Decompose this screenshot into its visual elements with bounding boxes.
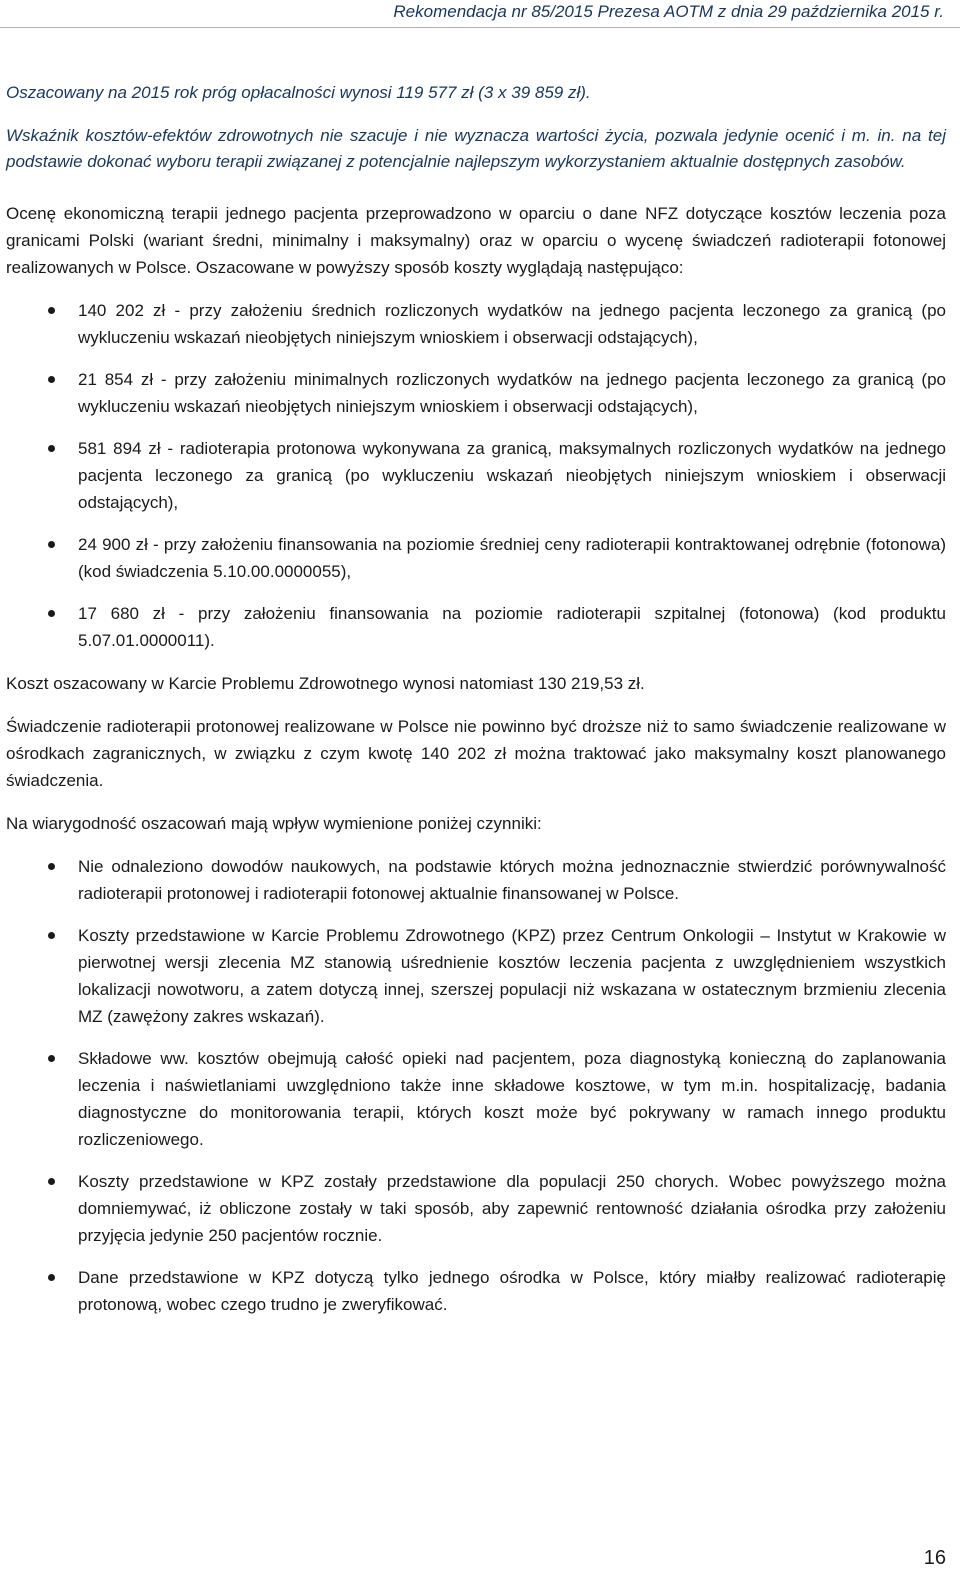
cost-item-text: 17 680 zł - przy założeniu finansowania na poziomie radioterapii szpitalnej (fotonowa) (kod produktu 5.07.01.0000011).: [78, 603, 946, 650]
factor-item-text: Koszty przedstawione w Karcie Problemu Zdrowotnego (KPZ) przez Centrum Onkologii – Instytut w Krakowie w pierwotnej wersji zlecenia MZ stanowią uśrednienie kosztów leczenia pacjenta z uwzględnieniem wszystkich lokalizacji nowotworu, a zatem dotyczą innej, szerszej populacji niż wskazana w ostatecznym brzmieniu zlecenia MZ (zawężony zakres wskazań).: [78, 925, 946, 1026]
bullet-icon: [48, 1274, 55, 1281]
threshold-text: Oszacowany na 2015 rok próg opłacalności wynosi 119 577 zł (3 x 39 859 zł).: [6, 83, 591, 102]
list-item: [6, 366, 946, 420]
bullet-icon: [48, 307, 55, 314]
factor-item-text: Dane przedstawione w KPZ dotyczą tylko jednego ośrodka w Polsce, który miałby realizować radioterapię protonową, wobec czego trudno je zweryfikować.: [78, 1267, 946, 1314]
list-item: [6, 1045, 946, 1153]
list-item: [6, 531, 946, 585]
header-rule: [0, 27, 960, 28]
bullet-icon: [48, 932, 55, 939]
factor-item-text: Koszty przedstawione w KPZ zostały przedstawione dla populacji 250 chorych. Wobec powyższego można domniemywać, iż obliczone zostały w taki sposób, aby zapewnić rentowność działania ośrodka przy założeniu przyjęcia jedynie 250 pacjentów rocznie.: [78, 1171, 946, 1245]
bullet-icon: [48, 1055, 55, 1062]
cost-item-text: 21 854 zł - przy założeniu minimalnych rozliczonych wydatków na jednego pacjenta leczonego za granicą (po wykluczeniu wskazań nieobjętych niniejszym wnioskiem i obserwacji odstających),: [78, 369, 946, 416]
factor-item-text: Składowe ww. kosztów obejmują całość opieki nad pacjentem, poza diagnostyką konieczną do zaplanowania leczenia i naświetlaniami uwzględniono także inne składowe kosztowe, w tym m.in. hospitalizację, badania diagnostyczne do monitorowania terapii, których koszt może być pokrywany w ramach innego produktu rozliczeniowego.: [78, 1048, 946, 1149]
bullet-icon: [48, 863, 55, 870]
list-item: [6, 435, 946, 516]
reliability-factor-list: [6, 853, 946, 1318]
cost-item-text: 581 894 zł - radioterapia protonowa wykonywana za granicą, maksymalnych rozliczonych wydatków na jednego pacjenta leczonego za granicą (po wykluczeniu wskazań nieobjętych niniejszym wnioskiem i obserwacji odstających),: [78, 438, 946, 512]
factor-item-text: Nie odnaleziono dowodów naukowych, na podstawie których można jednoznacznie stwierdzić porównywalność radioterapii protonowej i radioterapii fotonowej aktualnie finansowanej w Polsce.: [78, 856, 946, 903]
kpz-cost-text: Koszt oszacowany w Karcie Problemu Zdrowotnego wynosi natomiast 130 219,53 zł.: [6, 673, 645, 693]
header-title: Rekomendacja nr 85/2015 Prezesa AOTM z dnia 29 października 2015 r.: [393, 2, 944, 21]
list-item: [6, 1168, 946, 1249]
list-item: [6, 297, 946, 351]
list-item: [6, 600, 946, 654]
max-cost-note: Świadczenie radioterapii protonowej realizowane w Polsce nie powinno być droższe niż to samo świadczenie realizowane w ośrodkach zagranicznych, w związku z czym kwotę 140 202 zł można traktować jako maksymalny koszt planowanego świadczenia.: [6, 716, 946, 790]
bullet-icon: [48, 445, 55, 452]
list-item: [6, 1264, 946, 1318]
bullet-icon: [48, 610, 55, 617]
page-content: [6, 80, 946, 1318]
economic-assessment-paragraph: Ocenę ekonomiczną terapii jednego pacjenta przeprowadzono w oparciu o dane NFZ dotyczące kosztów leczenia poza granicami Polski (wariant średni, minimalny i maksymalny) oraz w oparciu o wycenę świadczeń radioterapii fotonowej realizowanych w Polsce. Oszacowane w powyższy sposób koszty wyglądają następująco:: [6, 203, 946, 277]
list-item: [6, 853, 946, 907]
qaly-note: Wskaźnik kosztów-efektów zdrowotnych nie szacuje i nie wyznacza wartości życia, pozwala jedynie ocenić i m. in. na tej podstawie dokonać wyboru terapii związanej z potencjalnie najlepszym wykorzystaniem aktualnie dostępnych zasobów.: [6, 125, 946, 171]
page-header: [0, 0, 960, 28]
reliability-heading: Na wiarygodność oszacowań mają wpływ wymienione poniżej czynniki:: [6, 813, 542, 833]
bullet-icon: [48, 541, 55, 548]
list-item: [6, 922, 946, 1030]
bullet-icon: [48, 376, 55, 383]
page-number: 16: [923, 1547, 946, 1569]
cost-item-text: 24 900 zł - przy założeniu finansowania na poziomie średniej ceny radioterapii kontraktowanej odrębnie (fotonowa) (kod świadczenia 5.10.00.0000055),: [78, 534, 946, 581]
bullet-icon: [48, 1178, 55, 1185]
cost-list: [6, 297, 946, 654]
cost-item-text: 140 202 zł - przy założeniu średnich rozliczonych wydatków na jednego pacjenta leczonego za granicą (po wykluczeniu wskazań nieobjętych niniejszym wnioskiem i obserwacji odstających),: [78, 300, 946, 347]
